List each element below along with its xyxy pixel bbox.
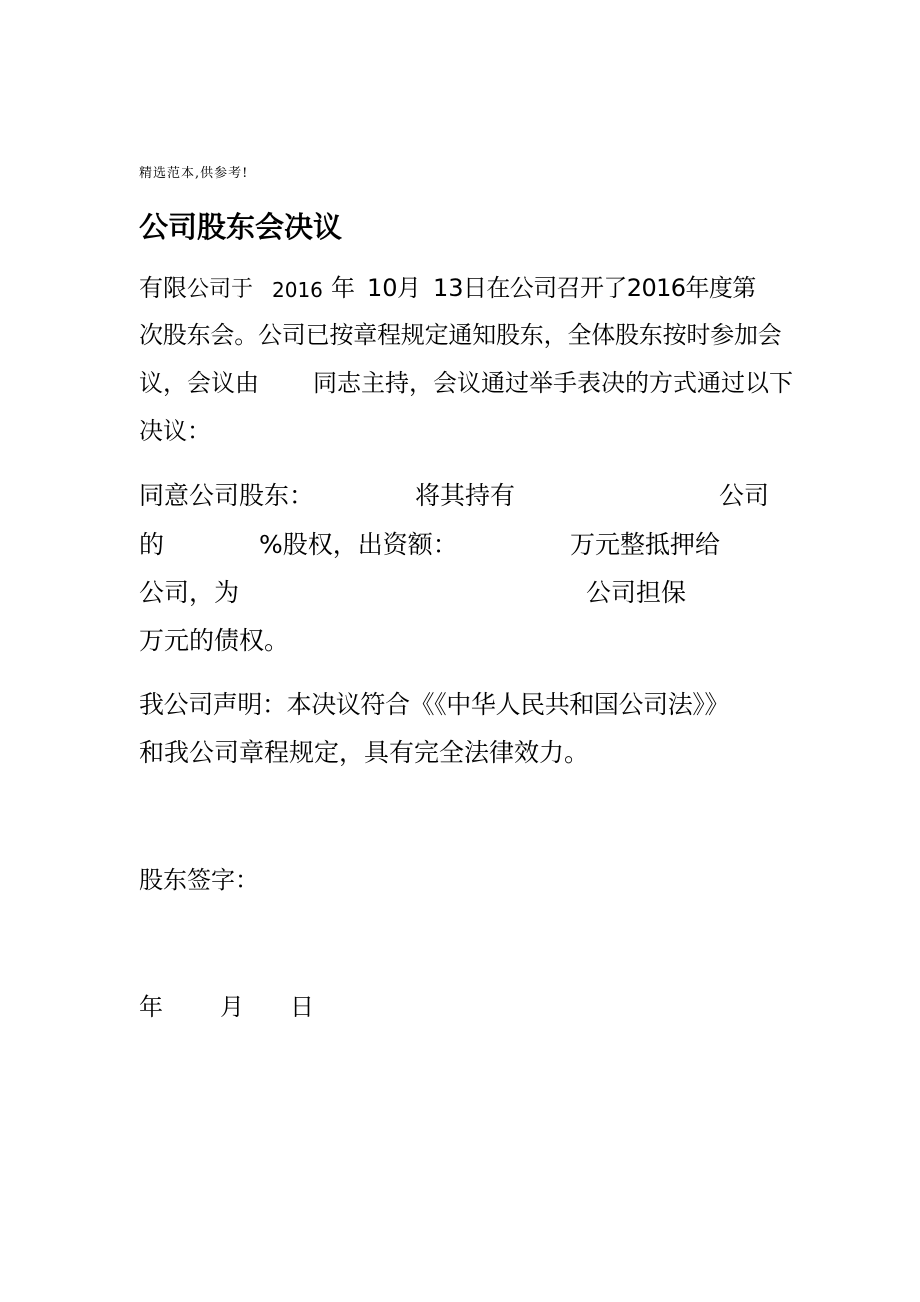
resolution-line-2c: 万元整抵押给 [570, 530, 721, 559]
declaration-line-1: 我公司声明：本决议符合《《中华人民共和国公司法》》 [139, 690, 730, 719]
resolution-line-1b: 将其持有 [415, 481, 516, 510]
intro-line-1 [139, 276, 253, 302]
date-month: 月 [220, 993, 244, 1021]
intro-month: 10 [367, 274, 398, 302]
header-note: 精选范本,供参考! [139, 166, 249, 181]
intro-line-2: 次股东会。公司已按章程规定通知股东，全体股东按时参加会 [139, 321, 782, 349]
intro-day: 13 [433, 274, 464, 302]
intro-year-unit: 年 [331, 274, 355, 302]
date-day: 日 [290, 993, 314, 1021]
resolution-line-2a: 的 [139, 530, 165, 559]
resolution-line-4: 万元的债权。 [139, 626, 290, 655]
resolution-line-1a: 同意公司股东： [139, 481, 315, 510]
resolution-line-2b: %股权，出资额： [259, 530, 458, 559]
resolution-line-1c: 公司 [719, 481, 770, 510]
date-year: 年 [139, 993, 163, 1021]
intro-rest: 日在公司召开了2016年度第 [463, 274, 756, 302]
intro-line-3a: 议，会议由 [139, 369, 259, 397]
intro-year: 2016 [272, 278, 323, 302]
document-title: 公司股东会决议 [139, 210, 343, 244]
signature-label: 股东签字： [139, 866, 259, 894]
intro-company: 公司于 [187, 277, 254, 302]
intro-prefix: 有限 [139, 274, 187, 302]
resolution-line-3a: 公司，为 [139, 578, 240, 607]
intro-line-4: 决议： [139, 417, 211, 445]
declaration-line-2: 和我公司章程规定，具有完全法律效力。 [139, 738, 590, 767]
intro-line-3b: 同志主持，会议通过举手表决的方式通过以下 [313, 369, 793, 397]
resolution-line-3b: 公司担保 [586, 578, 687, 607]
intro-month-unit: 月 [397, 274, 421, 302]
